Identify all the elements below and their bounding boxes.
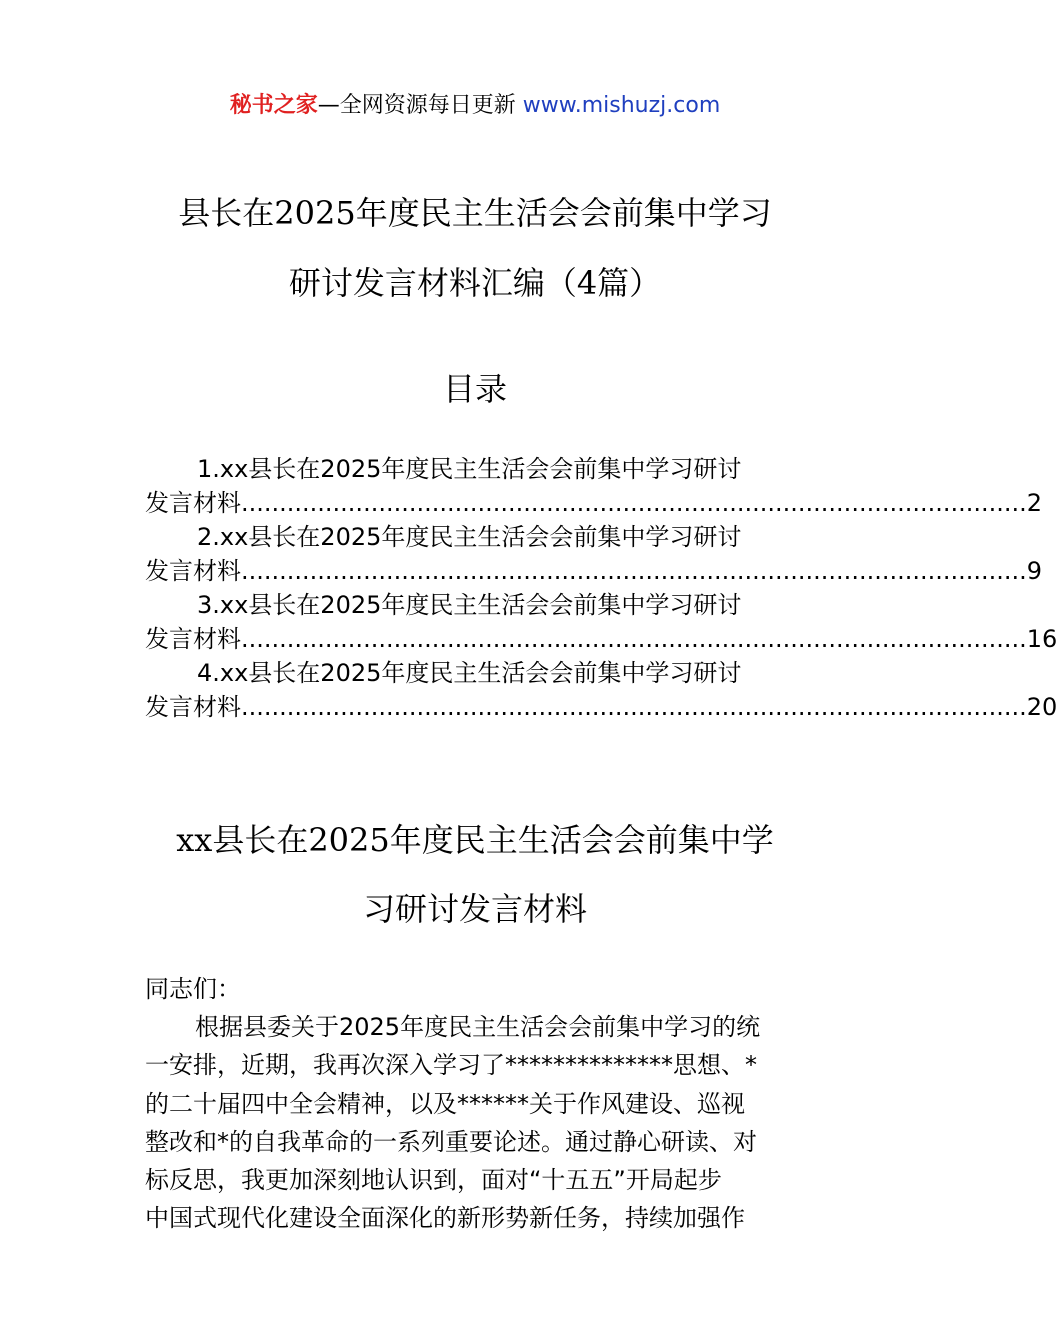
toc-page-number: 2 — [1026, 489, 1043, 517]
toc-entry-title-cont: 发言材料 — [145, 693, 241, 721]
paragraph-line: 根据县委关于2025年度民主生活会会前集中学习的统 — [195, 1013, 761, 1042]
document-title-line-1: 县长在2025年度民主生活会会前集中学习 — [178, 194, 772, 232]
toc-page-number: 9 — [1026, 557, 1043, 585]
toc-entry-title: 1.xx县长在2025年度民主生活会会前集中学习研讨 — [197, 455, 742, 483]
section-title-line-2: 习研讨发言材料 — [362, 890, 587, 928]
toc-entry-title: 3.xx县长在2025年度民主生活会会前集中学习研讨 — [197, 591, 742, 619]
toc-entry-title-cont: 发言材料 — [145, 557, 241, 585]
toc-entry-4[interactable] — [145, 656, 1057, 724]
toc-page-number: 16 — [1026, 625, 1057, 653]
toc-dot-leader: ....................................................................................................... — [241, 489, 1027, 517]
toc-entry-title: 4.xx县长在2025年度民主生活会会前集中学习研讨 — [197, 659, 742, 687]
toc-heading: 目录 — [442, 370, 507, 408]
site-header — [0, 88, 950, 119]
paragraph-line: 整改和*的自我革命的一系列重要论述。通过静心研读、对 — [145, 1127, 757, 1156]
toc-dot-leader: ....................................................................................................... — [241, 625, 1027, 653]
toc-entry-2[interactable] — [145, 520, 1043, 588]
toc-page-number: 20 — [1026, 693, 1057, 721]
toc-entry-3[interactable] — [145, 588, 1057, 656]
section-title-line-1: xx县长在2025年度民主生活会会前集中学 — [176, 821, 774, 859]
salutation: 同志们： — [145, 975, 241, 1003]
toc-entry-title-cont: 发言材料 — [145, 625, 241, 653]
paragraph-line: 标反思，我更加深刻地认识到，面对“十五五”开局起步 — [145, 1166, 722, 1195]
toc-entry-1[interactable] — [145, 452, 1043, 520]
brand-name: 秘书之家 — [229, 93, 318, 118]
toc-dot-leader: ....................................................................................................... — [241, 693, 1027, 721]
paragraph-line: 的二十届四中全会精神，以及******关于作风建设、巡视 — [145, 1089, 745, 1118]
paragraph-line: 一安排，近期，我再次深入学习了**************思想、* — [145, 1051, 757, 1080]
toc-dot-leader: ....................................................................................................... — [241, 557, 1027, 585]
table-of-contents — [145, 452, 1057, 724]
body-text — [145, 970, 807, 1237]
toc-entry-title: 2.xx县长在2025年度民主生活会会前集中学习研讨 — [197, 523, 742, 551]
paragraph-line: 中国式现代化建设全面深化的新形势新任务，持续加强作 — [145, 1204, 745, 1233]
toc-entry-title-cont: 发言材料 — [145, 489, 241, 517]
site-url-link[interactable]: www.mishuzj.com — [522, 93, 721, 118]
header-tagline: —全网资源每日更新 — [317, 93, 516, 118]
document-title-line-2: 研讨发言材料汇编（4篇） — [288, 264, 662, 302]
